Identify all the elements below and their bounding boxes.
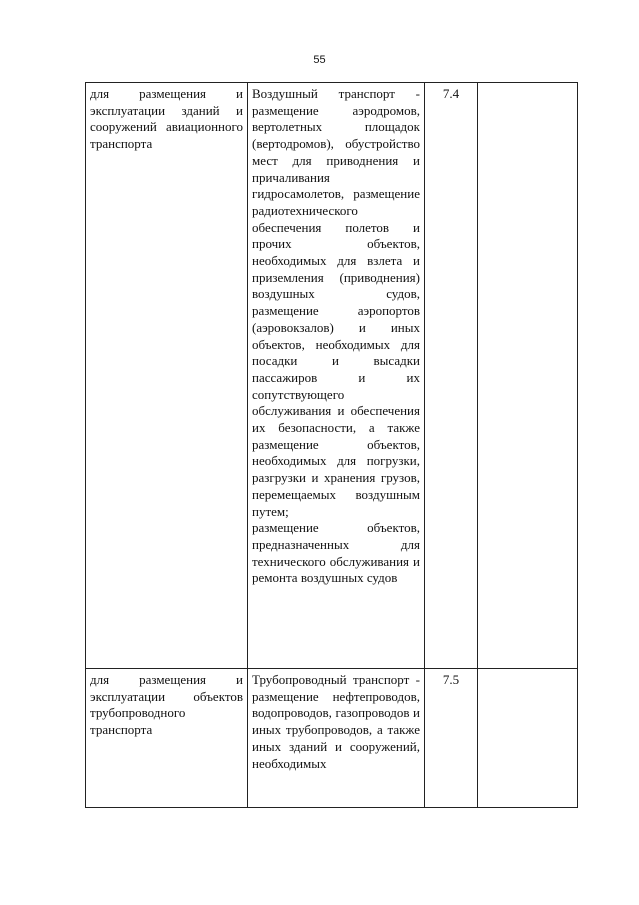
code-cell: 7.4	[425, 83, 478, 669]
purpose-cell: для размещения и эксплуатации зданий и сооружений авиационного транспорта	[86, 83, 248, 669]
description-cell	[248, 669, 425, 808]
extra-cell	[478, 669, 578, 808]
extra-cell	[478, 83, 578, 669]
land-use-table	[85, 82, 578, 808]
purpose-cell: для размещения и эксплуатации объектов трубопроводного транспорта	[86, 669, 248, 808]
description-paragraph: Трубопроводный транспорт - размещение нефтепроводов, водопроводов, газопроводов и иных трубопроводов, а также иных зданий и сооружений, необходимых	[252, 672, 420, 771]
description-paragraph: размещение объектов, предназначенных для технического обслуживания и ремонта воздушных судов	[252, 520, 420, 586]
page-number: 55	[313, 54, 326, 66]
description-paragraph: Воздушный транспорт - размещение аэродромов, вертолетных площадок (вертодромов), обустройство мест для приводнения и причаливания гидросамолетов, размещение радиотехнического обеспечения полетов и прочих объектов, необходимых для взлета и приземления (приводнения) воздушных судов, размещение аэропортов (аэровокзалов) и иных объектов, необходимых для посадки и высадки пассажиров и их сопутствующего обслуживания и обеспечения их безопасности, а также размещение объектов, необходимых для погрузки, разгрузки и хранения грузов, перемещаемых воздушным путем;	[252, 86, 420, 519]
description-cell	[248, 83, 425, 669]
code-cell: 7.5	[425, 669, 478, 808]
table-row	[86, 669, 578, 808]
table-row	[86, 83, 578, 669]
